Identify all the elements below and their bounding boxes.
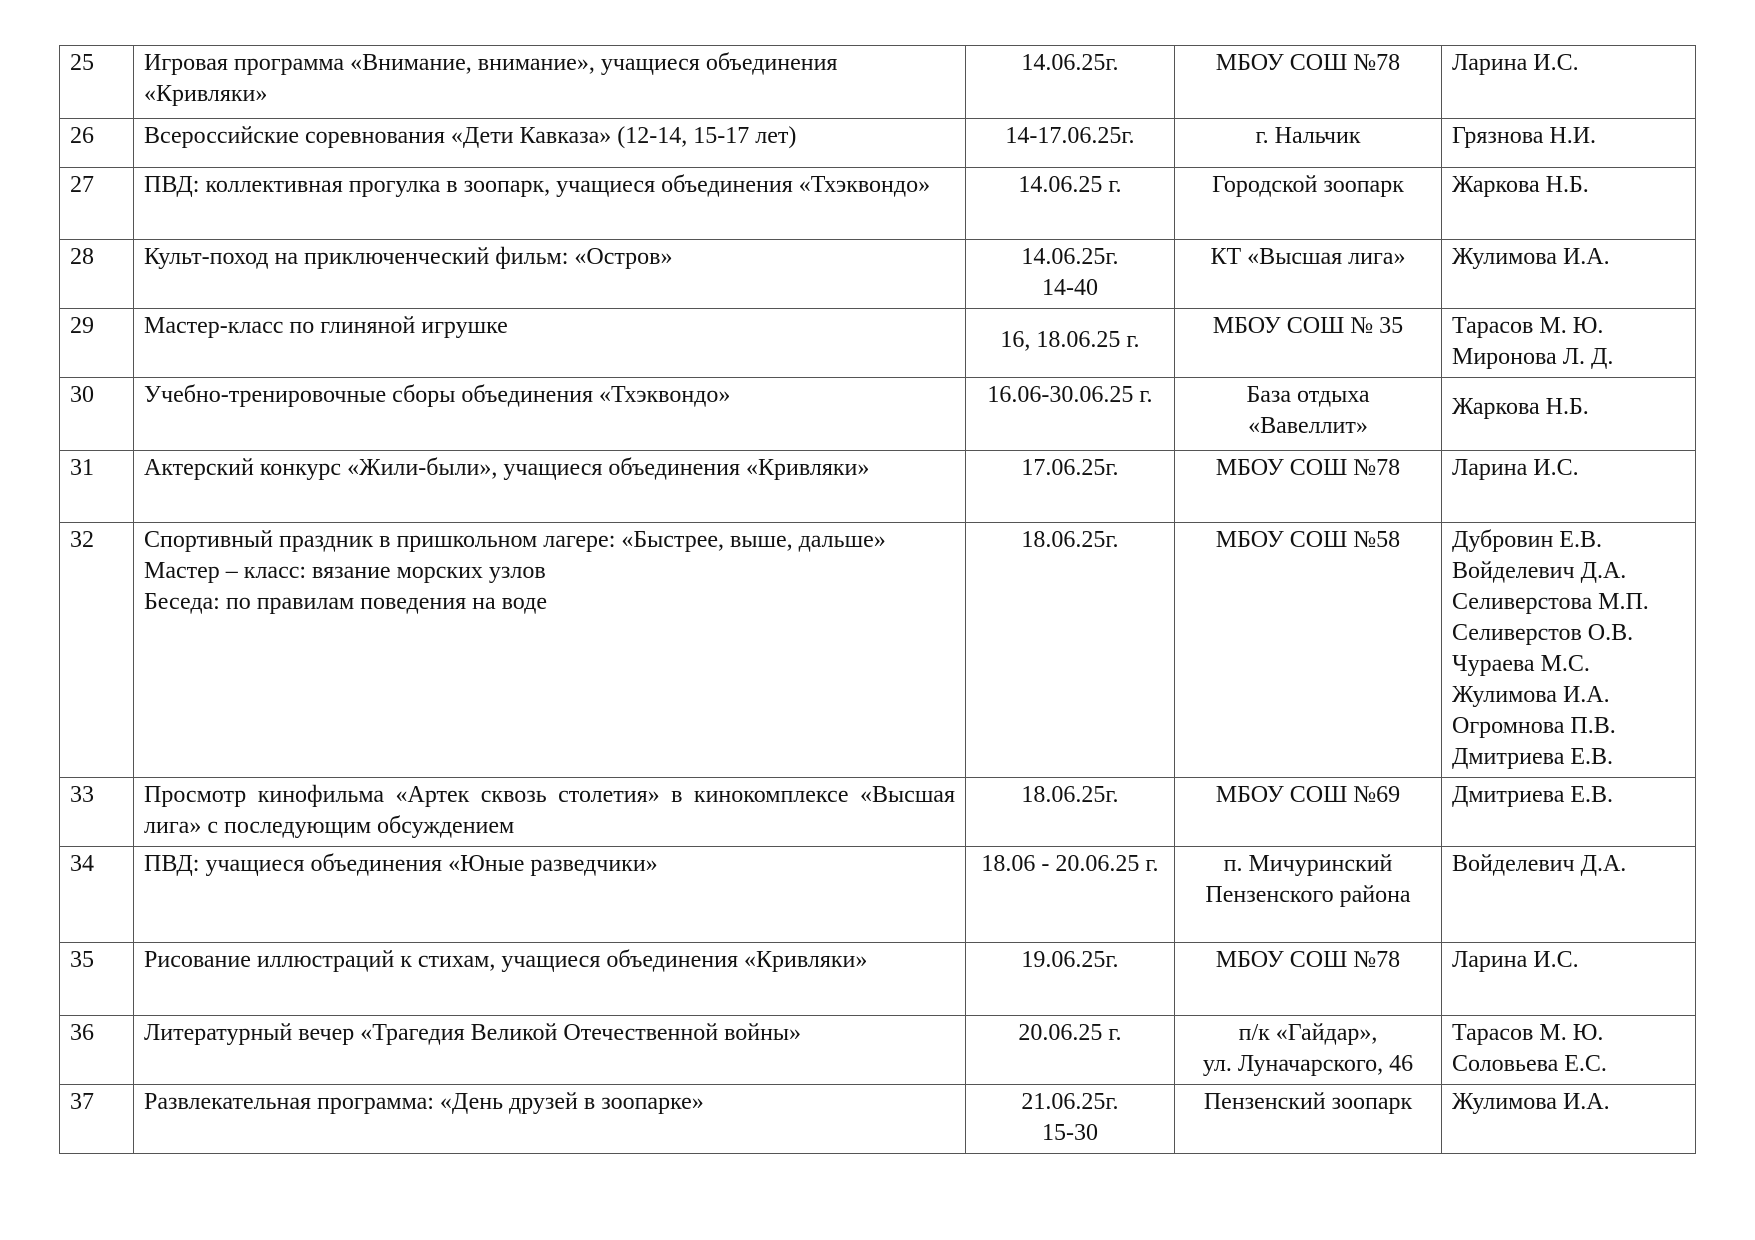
event-place: п/к «Гайдар», ул. Луначарского, 46 [1175,1016,1442,1085]
event-date: 14.06.25г. [966,46,1175,119]
table-row [60,119,1696,168]
event-description: ПВД: коллективная прогулка в зоопарк, учащиеся объединения «Тхэквондо» [134,168,966,240]
event-place: г. Нальчик [1175,119,1442,168]
event-description: Спортивный праздник в пришкольном лагере: «Быстрее, выше, дальше» Мастер – класс: вязание морских узлов Беседа: по правилам поведения на воде [134,523,966,778]
table-row [60,46,1696,119]
table-row [60,778,1696,847]
row-number: 29 [60,309,134,378]
event-responsible: Жулимова И.А. [1442,1085,1696,1154]
event-responsible: Ларина И.С. [1442,451,1696,523]
event-place: МБОУ СОШ № 35 [1175,309,1442,378]
event-place: МБОУ СОШ №78 [1175,943,1442,1016]
event-responsible: Жаркова Н.Б. [1442,168,1696,240]
event-responsible: Ларина И.С. [1442,943,1696,1016]
table-row [60,943,1696,1016]
table-row [60,847,1696,943]
event-responsible: Дмитриева Е.В. [1442,778,1696,847]
event-responsible: Грязнова Н.И. [1442,119,1696,168]
event-date: 19.06.25г. [966,943,1175,1016]
table-row [60,451,1696,523]
table-row [60,523,1696,778]
table-row [60,168,1696,240]
event-place: МБОУ СОШ №58 [1175,523,1442,778]
event-description: Просмотр кинофильма «Артек сквозь столетия» в кинокомплексе «Высшая лига» с последующим обсуждением [134,778,966,847]
event-responsible: Ларина И.С. [1442,46,1696,119]
row-number: 32 [60,523,134,778]
event-date: 14.06.25 г. [966,168,1175,240]
row-number: 27 [60,168,134,240]
event-description: Мастер-класс по глиняной игрушке [134,309,966,378]
event-place: Пензенский зоопарк [1175,1085,1442,1154]
table-row [60,1085,1696,1154]
events-table [59,45,1696,1154]
event-place: КТ «Высшая лига» [1175,240,1442,309]
event-date: 18.06 - 20.06.25 г. [966,847,1175,943]
event-description: Литературный вечер «Трагедия Великой Отечественной войны» [134,1016,966,1085]
event-description: Развлекательная программа: «День друзей в зоопарке» [134,1085,966,1154]
event-date: 20.06.25 г. [966,1016,1175,1085]
event-description: ПВД: учащиеся объединения «Юные разведчики» [134,847,966,943]
event-date: 21.06.25г. 15-30 [966,1085,1175,1154]
row-number: 33 [60,778,134,847]
event-responsible: Жулимова И.А. [1442,240,1696,309]
row-number: 34 [60,847,134,943]
event-description: Культ-поход на приключенческий фильм: «Остров» [134,240,966,309]
event-date: 18.06.25г. [966,523,1175,778]
event-responsible: Жаркова Н.Б. [1442,378,1696,451]
table-row [60,378,1696,451]
row-number: 36 [60,1016,134,1085]
row-number: 28 [60,240,134,309]
event-description: Учебно-тренировочные сборы объединения «Тхэквондо» [134,378,966,451]
event-responsible: Войделевич Д.А. [1442,847,1696,943]
row-number: 25 [60,46,134,119]
row-number: 35 [60,943,134,1016]
event-date: 18.06.25г. [966,778,1175,847]
table-row [60,309,1696,378]
event-description: Актерский конкурс «Жили-были», учащиеся объединения «Кривляки» [134,451,966,523]
event-place: МБОУ СОШ №69 [1175,778,1442,847]
event-place: МБОУ СОШ №78 [1175,451,1442,523]
event-date: 17.06.25г. [966,451,1175,523]
row-number: 37 [60,1085,134,1154]
table-row [60,240,1696,309]
event-date: 14-17.06.25г. [966,119,1175,168]
row-number: 31 [60,451,134,523]
row-number: 30 [60,378,134,451]
event-date: 14.06.25г. 14-40 [966,240,1175,309]
event-place: п. Мичуринский Пензенского района [1175,847,1442,943]
row-number: 26 [60,119,134,168]
event-place: База отдыха «Вавеллит» [1175,378,1442,451]
event-responsible: Тарасов М. Ю. Миронова Л. Д. [1442,309,1696,378]
event-date: 16.06-30.06.25 г. [966,378,1175,451]
event-description: Рисование иллюстраций к стихам, учащиеся объединения «Кривляки» [134,943,966,1016]
event-responsible: Дубровин Е.В. Войделевич Д.А. Селиверстова М.П. Селиверстов О.В. Чураева М.С. Жулимова И.А. Огромнова П.В. Дмитриева Е.В. [1442,523,1696,778]
event-place: МБОУ СОШ №78 [1175,46,1442,119]
event-description: Всероссийские соревнования «Дети Кавказа» (12-14, 15-17 лет) [134,119,966,168]
event-responsible: Тарасов М. Ю. Соловьева Е.С. [1442,1016,1696,1085]
table-row [60,1016,1696,1085]
event-date: 16, 18.06.25 г. [966,309,1175,378]
event-place: Городской зоопарк [1175,168,1442,240]
event-description: Игровая программа «Внимание, внимание», учащиеся объединения «Кривляки» [134,46,966,119]
